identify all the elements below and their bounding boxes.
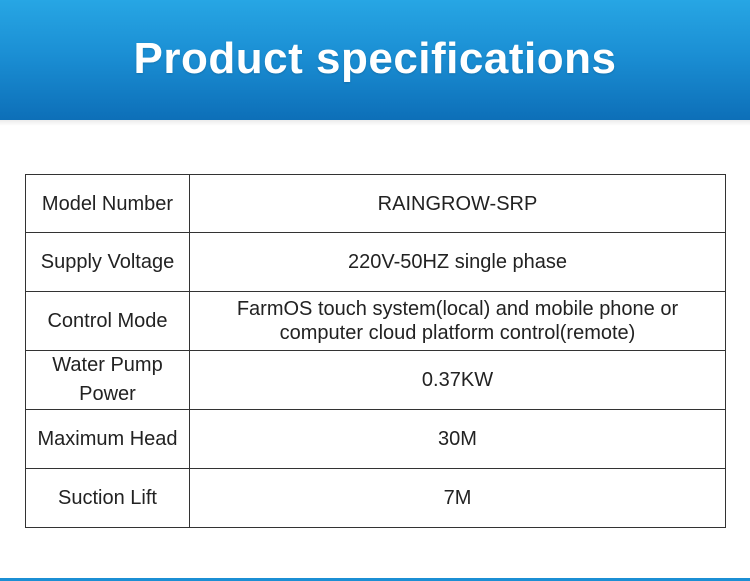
spec-value: FarmOS touch system(local) and mobile phone or computer cloud platform control(remote) — [190, 292, 726, 351]
banner-shadow — [0, 120, 750, 126]
table-row — [26, 410, 726, 469]
table-row — [26, 351, 726, 410]
table-row — [26, 292, 726, 351]
header-banner — [0, 0, 750, 120]
spec-value: 0.37KW — [190, 351, 726, 410]
table-row — [26, 175, 726, 233]
table-row — [26, 233, 726, 292]
spec-label: Control Mode — [26, 292, 190, 351]
spec-value: 7M — [190, 469, 726, 528]
spec-label: Supply Voltage — [26, 233, 190, 292]
table-row — [26, 469, 726, 528]
spec-value: RAINGROW-SRP — [190, 175, 726, 233]
spec-label: Maximum Head — [26, 410, 190, 469]
spec-label: Suction Lift — [26, 469, 190, 528]
spec-value: 30M — [190, 410, 726, 469]
page-title: Product specifications — [133, 34, 617, 83]
spec-label: Model Number — [26, 175, 190, 233]
spec-value: 220V-50HZ single phase — [190, 233, 726, 292]
spec-table — [25, 174, 726, 528]
spec-label: Water Pump Power — [26, 351, 190, 410]
